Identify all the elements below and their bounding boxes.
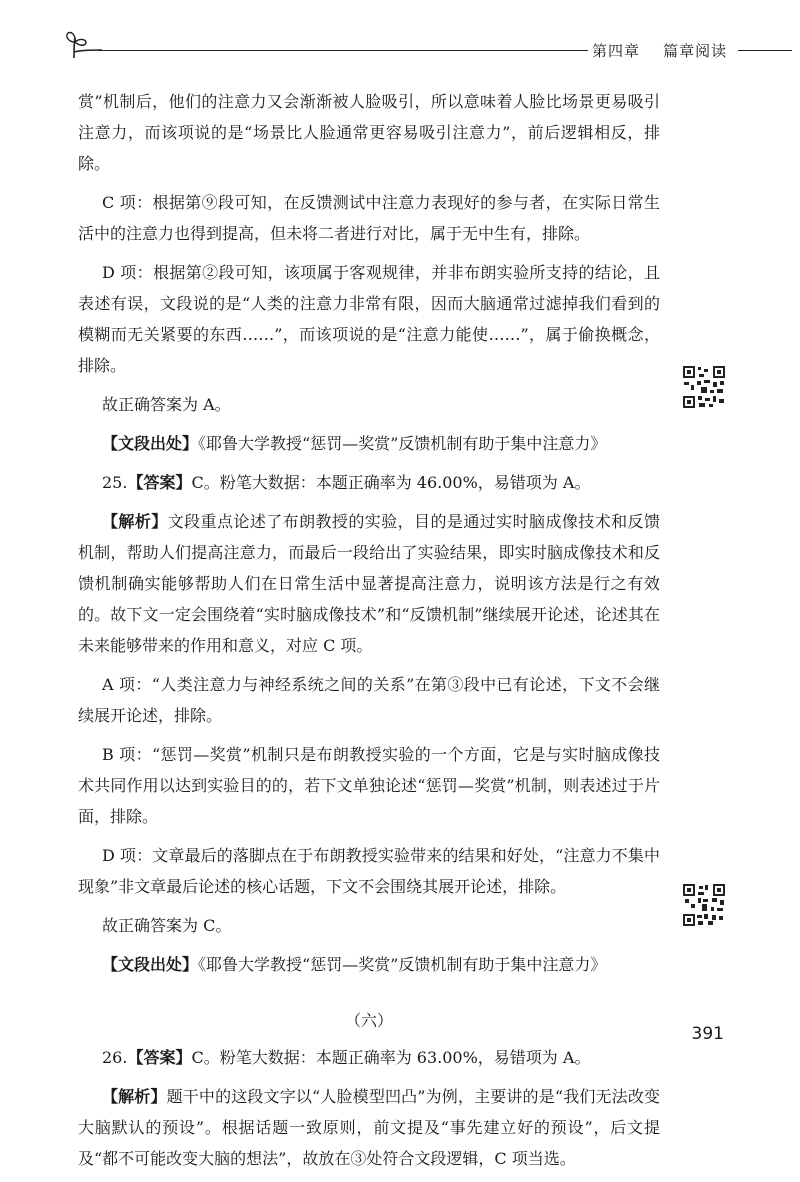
sprout-icon	[62, 30, 102, 60]
header-rule-right	[738, 50, 792, 51]
paragraph: A 项：“人类注意力与神经系统之间的关系”在第③段中已有论述，下文不会继续展开论述，排除。	[78, 675, 660, 725]
source-title: 《耶鲁大学教授“惩罚—奖赏”反馈机制有助于集中注意力》	[198, 955, 607, 974]
source-tag: 【文段出处】	[102, 434, 199, 453]
analysis-tag: 【解析】	[102, 1087, 167, 1106]
source-tag: 【文段出处】	[102, 955, 199, 974]
analysis-paragraph	[78, 506, 660, 661]
analysis-text: 文段重点论述了布朗教授的实验，目的是通过实时脑成像技术和反馈机制，帮助人们提高注意力，而最后一段给出了实验结果，即实时脑成像技术和反馈机制确实能够帮助人们在日常生活中显著提高注意力，说明该方法是行之有效的。故下文一定会围绕着“实时脑成像技术”和“反馈机制”继续展开论述，论述其在未来能够带来的作用和意义，对应 C 项。	[78, 512, 660, 655]
answer-line	[78, 467, 660, 498]
analysis-tag: 【解析】	[102, 512, 168, 531]
answer-line	[78, 1042, 660, 1073]
paragraph: 故正确答案为 C。	[102, 916, 232, 935]
qr-code-icon[interactable]	[682, 883, 726, 927]
answer-tag: 【答案】	[127, 1048, 192, 1067]
paragraph: 故正确答案为 A。	[102, 395, 231, 414]
paragraph: 赏”机制后，他们的注意力又会渐渐被人脸吸引，所以意味着人脸比场景更易吸引注意力，而该项说的是“场景比人脸通常更容易吸引注意力”，前后逻辑相反，排除。	[78, 92, 660, 173]
chapter-title	[592, 40, 727, 61]
answer-tag: 【答案】	[127, 473, 192, 492]
paragraph: B 项：“惩罚—奖赏”机制只是布朗教授实验的一个方面，它是与实时脑成像技术共同作用以达到实验目的的，若下文单独论述“惩罚—奖赏”机制，则表述过于片面，排除。	[78, 745, 660, 826]
chapter-section: 篇章阅读	[663, 42, 728, 60]
page-header	[62, 30, 792, 60]
source-title: 《耶鲁大学教授“惩罚—奖赏”反馈机制有助于集中注意力》	[198, 434, 607, 453]
qr-code-icon[interactable]	[682, 365, 726, 409]
answer-text: C。粉笔大数据：本题正确率为 46.00%，易错项为 A。	[191, 473, 591, 492]
source-citation	[102, 428, 660, 459]
question-number: 26.	[102, 1048, 128, 1067]
paragraph: C 项：根据第⑨段可知，在反馈测试中注意力表现好的参与者，在实际日常生活中的注意力也得到提高，但未将二者进行对比，属于无中生有，排除。	[78, 193, 660, 243]
paragraph: D 项：根据第②段可知，该项属于客观规律，并非布朗实验所支持的结论，且表述有误，文段说的是“人类的注意力非常有限，因而大脑通常过滤掉我们看到的模糊而无关紧要的东西……”，而该项说的是“注意力能使……”，属于偷换概念，排除。	[78, 263, 660, 375]
chapter-number: 第四章	[592, 42, 641, 60]
analysis-text: 题干中的这段文字以“人脸模型凹凸”为例，主要讲的是“我们无法改变大脑默认的预设”。根据话题一致原则，前文提及“事先建立好的预设”，后文提及“都不可能改变大脑的想法”，故放在③处符合文段逻辑，C 项当选。	[78, 1087, 660, 1168]
paragraph: D 项：文章最后的落脚点在于布朗教授实验带来的结果和好处，“注意力不集中现象”非文章最后论述的核心话题，下文不会围绕其展开论述，排除。	[78, 846, 660, 896]
answer-text: C。粉笔大数据：本题正确率为 63.00%，易错项为 A。	[191, 1048, 591, 1067]
page-body	[78, 86, 660, 1182]
analysis-paragraph	[78, 1081, 660, 1174]
source-citation	[102, 949, 660, 980]
page-number: 391	[691, 1024, 724, 1044]
header-rule-left	[98, 50, 588, 51]
question-number: 25.	[102, 473, 128, 492]
section-heading: （六）	[344, 1011, 393, 1030]
